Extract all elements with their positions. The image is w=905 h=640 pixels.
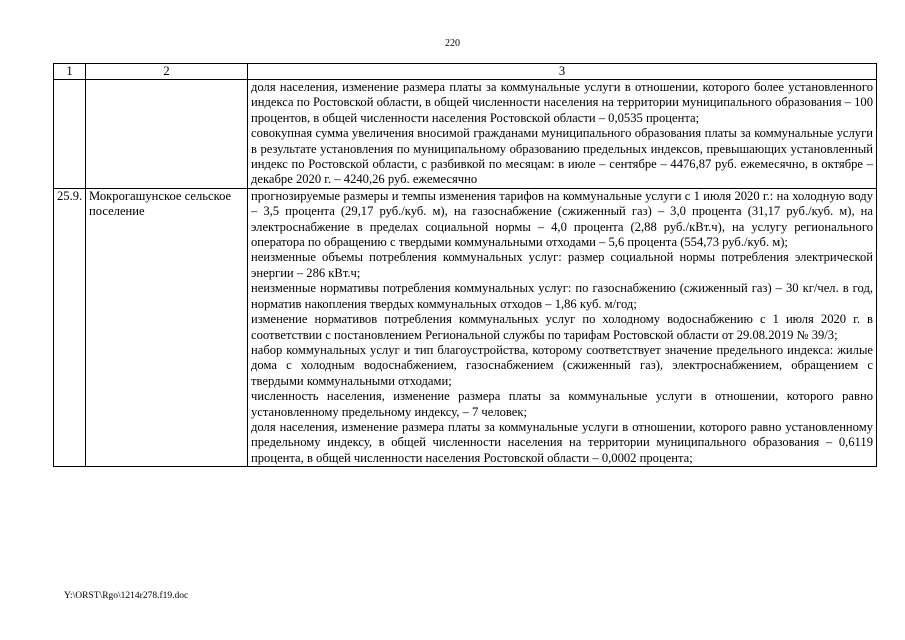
paragraph: прогнозируемые размеры и темпы изменения тарифов на коммунальные услуги с 1 июля 2020 г.: на холодную воду – 3,5 процента (29,17 руб./куб. м), на газоснабжение (сжиженный газ) – 3,0 процента (31,17 руб./куб. м), на электроснабжение в пределах социальной нормы – 4,0 процента (2,88 руб./кВт.ч), на услугу регионального оператора по обращению с твердыми коммунальными отходами – 5,6 процента (554,73 руб./куб. м);	[251, 188, 873, 250]
paragraph: неизменные объемы потребления коммунальных услуг: размер социальной нормы потребления электрической энергии – 286 кВт.ч;	[251, 250, 873, 280]
row-number	[54, 80, 86, 189]
column-header-3: 3	[248, 64, 877, 80]
row-description	[248, 188, 877, 466]
municipality-name	[86, 80, 248, 189]
paragraph: доля населения, изменение размера платы за коммунальные услуги в отношении, которого равно установленному предельному индексу, в общей численности населения на территории муниципального образования – 0,6119 процента, в общей численности населения Ростовской области – 0,0002 процента;	[251, 419, 873, 465]
municipality-name: Мокрогашунское сельское поселение	[86, 188, 248, 466]
table-header-row	[54, 64, 877, 80]
table-row	[54, 188, 877, 466]
paragraph: численность населения, изменение размера платы за коммунальные услуги в отношении, которого равно установленному предельному индексу, – 7 человек;	[251, 389, 873, 419]
document-table	[53, 63, 877, 467]
row-description	[248, 80, 877, 189]
row-number: 25.9.	[54, 188, 86, 466]
table-row	[54, 80, 877, 189]
paragraph: набор коммунальных услуг и тип благоустройства, которому соответствует значение предельного индекса: жилые дома с холодным водоснабжением, газоснабжением (сжиженный газ), электроснабжением, обращением с твердыми коммунальными отходами;	[251, 342, 873, 388]
paragraph: совокупная сумма увеличения вносимой гражданами муниципального образования платы за коммунальные услуги в результате установления по муниципальному образованию предельных индексов, превышающих установленный индекс по Ростовской области, с разбивкой по месяцам: в июле – сентябре – 4476,87 руб. ежемесячно, в октябре – декабре 2020 г. – 4240,26 руб. ежемесячно	[251, 126, 873, 187]
document-file-path: Y:\ORST\Rgo\1214r278.f19.doc	[64, 591, 189, 601]
column-header-2: 2	[86, 64, 248, 80]
paragraph: доля населения, изменение размера платы за коммунальные услуги в отношении, которого более установленного индекса по Ростовской области, в общей численности населения на территории муниципального образования – 100 процентов, в общей численности населения Ростовской области – 0,0535 процента;	[251, 80, 873, 125]
page-number: 220	[445, 38, 460, 49]
column-header-1: 1	[54, 64, 86, 80]
paragraph: неизменные нормативы потребления коммунальных услуг: по газоснабжению (сжиженный газ) – 30 кг/чел. в год, норматив накопления твердых коммунальных отходов – 1,86 куб. м/год;	[251, 281, 873, 311]
paragraph: изменение нормативов потребления коммунальных услуг по холодному водоснабжению с 1 июля 2020 г. в соответствии с постановлением Региональной службы по тарифам Ростовской области от 29.08.2019 № 39/3;	[251, 312, 873, 342]
